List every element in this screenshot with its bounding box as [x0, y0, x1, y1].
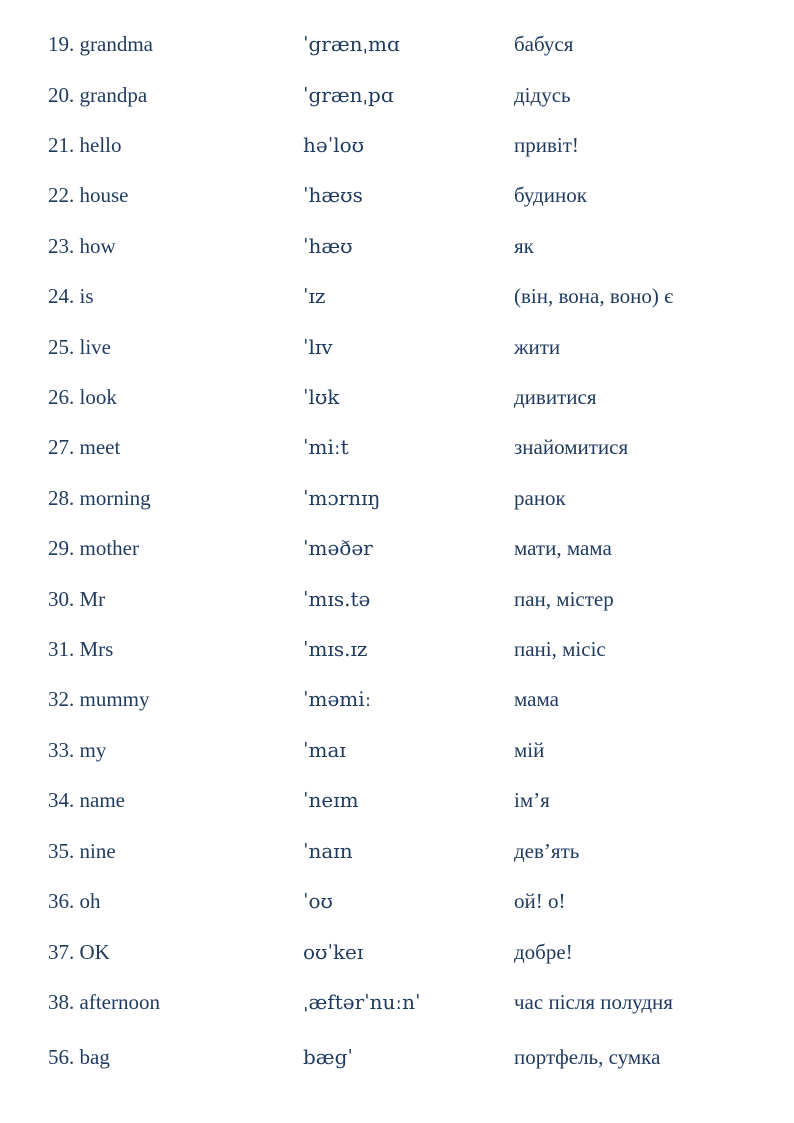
entry-translation: ім’я [514, 788, 550, 812]
list-item [0, 29, 794, 59]
entry-word: 22. house [48, 183, 129, 207]
entry-translation: знайомитися [514, 435, 629, 459]
entry-transcription: ˈhæʊs [303, 183, 363, 207]
entry-word: 26. look [48, 385, 117, 409]
list-item [0, 735, 794, 765]
entry-transcription: ˈhæʊ [303, 234, 353, 258]
entry-transcription: ˈmaɪ [303, 738, 346, 762]
entry-transcription: ˈmɪs.ɪz [303, 637, 368, 661]
entry-word: 20. grandpa [48, 83, 148, 107]
entry-word: 25. live [48, 335, 111, 359]
entry-word: 30. Mr [48, 587, 106, 611]
entry-translation: жити [514, 335, 561, 359]
entry-translation: пан, містер [514, 587, 614, 611]
entry-word: 21. hello [48, 133, 122, 157]
entry-transcription: həˈloʊ [303, 133, 365, 157]
entry-translation: ой! о! [514, 889, 566, 913]
entry-translation: портфель, сумка [514, 1045, 661, 1069]
list-item [0, 836, 794, 866]
list-item [0, 533, 794, 563]
list-item [0, 180, 794, 210]
entry-transcription: oʊˈkeɪ [303, 940, 364, 964]
entry-word: 28. morning [48, 486, 151, 510]
entry-word: 33. my [48, 738, 107, 762]
entry-translation: мати, мама [514, 536, 612, 560]
entry-translation: мій [514, 738, 545, 762]
entry-word: 23. how [48, 234, 116, 258]
entry-translation: дев’ять [514, 839, 580, 863]
entry-translation: час після полудня [514, 990, 673, 1014]
entry-word: 36. oh [48, 889, 101, 913]
entry-translation: як [514, 234, 534, 258]
list-item [0, 785, 794, 815]
entry-word: 32. mummy [48, 687, 150, 711]
list-item [0, 483, 794, 513]
entry-translation: бабуся [514, 32, 574, 56]
entry-word: 27. meet [48, 435, 121, 459]
entry-translation: мама [514, 687, 559, 711]
entry-translation: дідусь [514, 83, 571, 107]
entry-word: 35. nine [48, 839, 116, 863]
entry-translation: (він, вона, воно) є [514, 284, 674, 308]
entry-transcription: ˈlɪv [303, 335, 333, 359]
list-item [0, 634, 794, 664]
entry-transcription: ˈməmiː [303, 687, 372, 711]
entry-transcription: bægˈ [303, 1045, 353, 1069]
list-item [0, 886, 794, 916]
entry-transcription: ˈgrænˌpɑ [303, 83, 394, 107]
entry-word: 31. Mrs [48, 637, 114, 661]
entry-translation: добре! [514, 940, 573, 964]
entry-translation: ранок [514, 486, 566, 510]
entry-translation: дивитися [514, 385, 597, 409]
list-item [0, 80, 794, 110]
entry-word: 34. name [48, 788, 125, 812]
list-item [0, 937, 794, 967]
entry-word: 38. afternoon [48, 990, 160, 1014]
entry-transcription: ˈmɪs.tə [303, 587, 371, 611]
entry-translation: привіт! [514, 133, 579, 157]
entry-word: 56. bag [48, 1045, 110, 1069]
entry-word: 37. OK [48, 940, 110, 964]
entry-transcription: ˈoʊ [303, 889, 333, 913]
list-item [0, 231, 794, 261]
entry-transcription: ˈnaɪn [303, 839, 353, 863]
list-item [0, 584, 794, 614]
list-item [0, 432, 794, 462]
list-item [0, 281, 794, 311]
entry-word: 19. grandma [48, 32, 153, 56]
list-item [0, 382, 794, 412]
entry-translation: будинок [514, 183, 587, 207]
entry-word: 24. is [48, 284, 94, 308]
entry-transcription: ˌæftərˈnuːnˈ [303, 990, 421, 1014]
entry-transcription: ˈmɔrnɪŋ [303, 486, 381, 510]
list-item [0, 130, 794, 160]
entry-transcription: ˈlʊk [303, 385, 340, 409]
entry-transcription: ˈɪz [303, 284, 326, 308]
list-item [0, 332, 794, 362]
entry-translation: пані, місіс [514, 637, 606, 661]
entry-word: 29. mother [48, 536, 139, 560]
entry-transcription: ˈneɪm [303, 788, 359, 812]
entry-transcription: ˈmiːt [303, 435, 349, 459]
list-item [0, 987, 794, 1017]
list-item [0, 684, 794, 714]
entry-transcription: ˈməðər [303, 536, 373, 560]
list-item [0, 1042, 794, 1072]
entry-transcription: ˈgrænˌmɑ [303, 32, 400, 56]
